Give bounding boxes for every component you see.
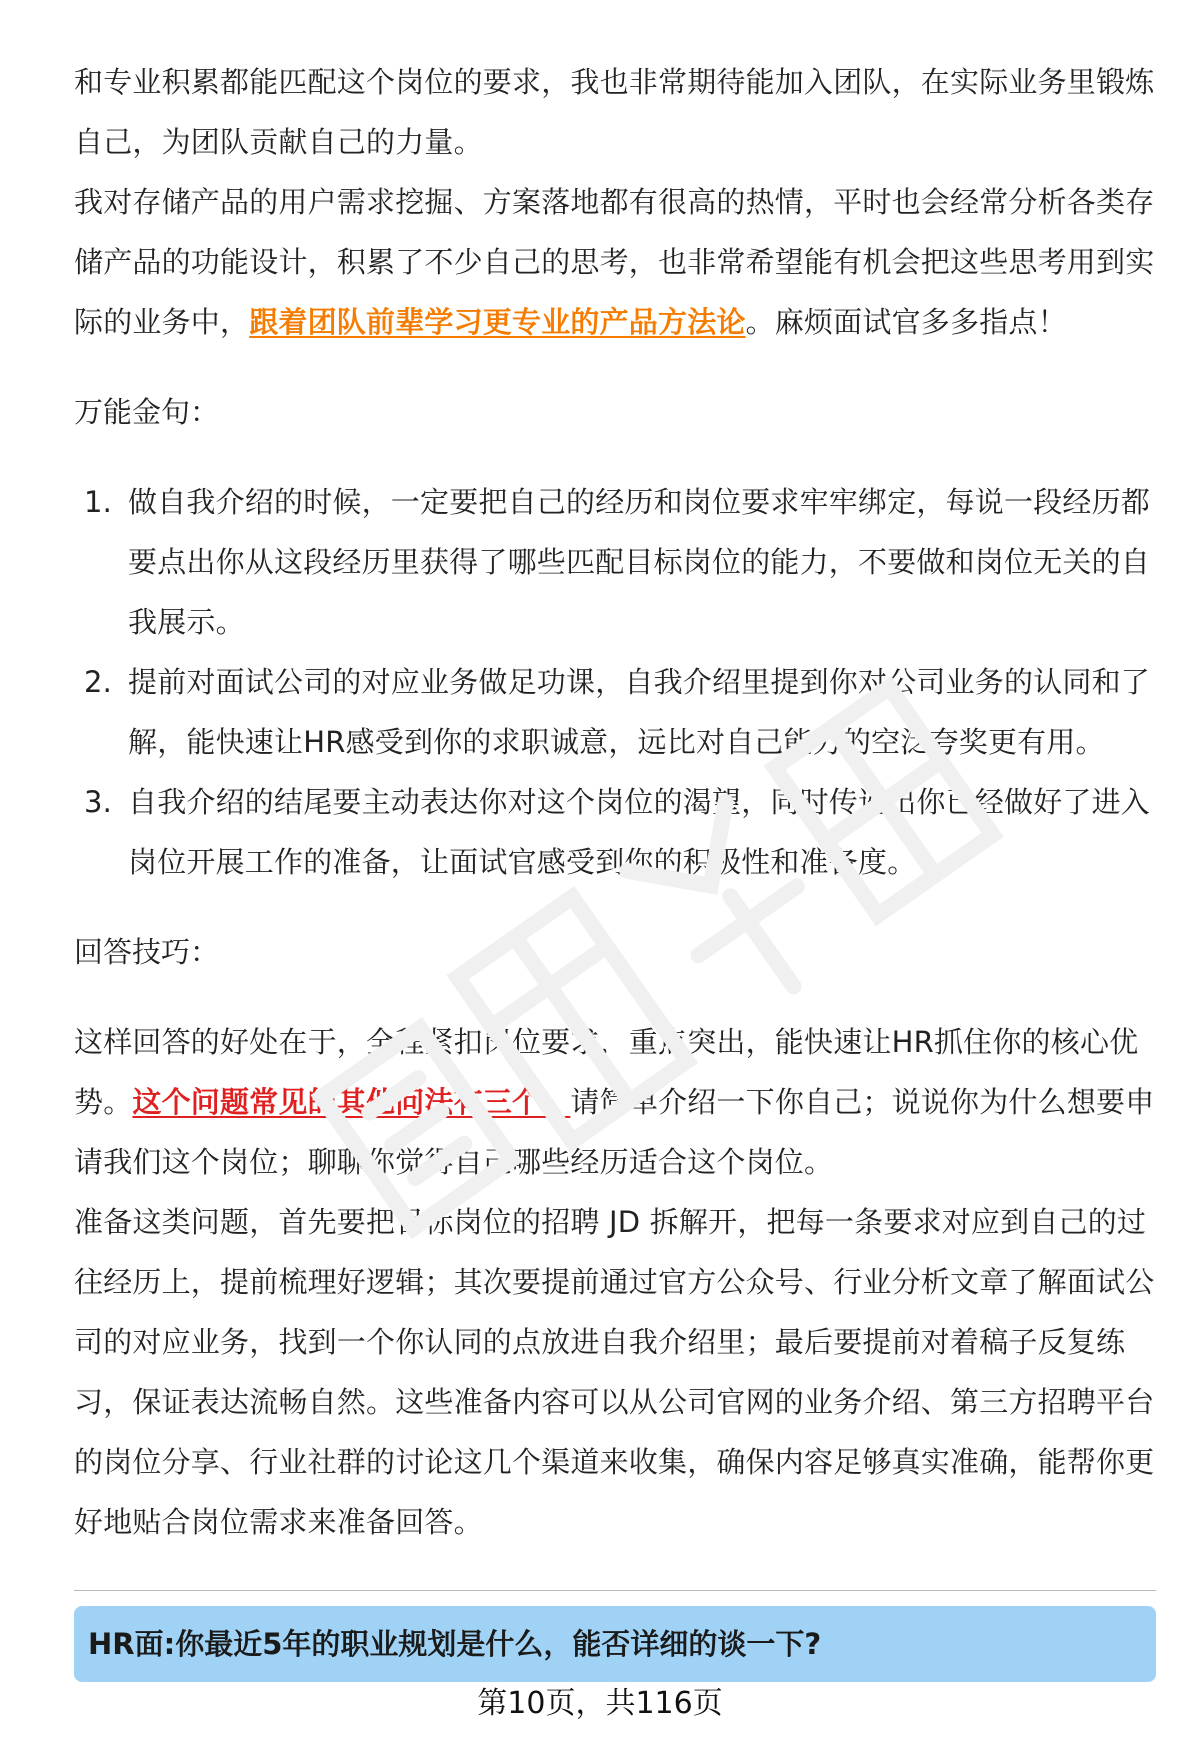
list-item-text: 自我介绍的结尾要主动表达你对这个岗位的渴望，同时传递出你已经做好了进入岗位开展工作的准备，让面试官感受到你的积极性和准备度。 xyxy=(128,785,1151,879)
answer-tips-text: 这样回答的好处在于，全程紧扣岗位要求，重点突出，能快速让HR抓住你的核心优势。 xyxy=(74,1025,1139,1119)
alt-questions-text: 请简单介绍一下你自己；说说你为什么想要申请我们这个岗位；聊聊你觉得自己哪些经历适合这个岗位。 xyxy=(74,1085,1155,1179)
section-divider xyxy=(74,1590,1156,1591)
list-item-text: 提前对面试公司的对应业务做足功课，自我介绍里提到你对公司业务的认同和了解，能快速让HR感受到你的求职诚意，远比对自己能力的空泛夸奖更有用。 xyxy=(128,665,1151,759)
list-item xyxy=(74,652,1164,772)
page-number: 第10页，共116页 xyxy=(477,1686,723,1721)
next-question-title: HR面:你最近5年的职业规划是什么，能否详细的谈一下? xyxy=(88,1627,822,1661)
passion-text-end: 。麻烦面试官多多指点！ xyxy=(745,305,1067,339)
passion-text: 我对存储产品的用户需求挖掘、方案落地都有很高的热情，平时也会经常分析各类存储产品的功能设计，积累了不少自己的思考，也非常希望能有机会把这些思考用到实际的业务中， xyxy=(74,185,1155,339)
list-item-number: 2. xyxy=(84,665,113,699)
answer-tips-paragraph-2: 准备这类问题，首先要把目标岗位的招聘 JD 拆解开，把每一条要求对应到自己的过往经历上，提前梳理好逻辑；其次要提前通过官方公众号、行业分析文章了解面试公司的对应业务，找到一个你认同的点放进自我介绍里；最后要提前对着稿子反复练习，保证表达流畅自然。这些准备内容可以从公司官网的业务介绍、第三方招聘平台的岗位分享、行业社群的讨论这几个渠道来收集，确保内容足够真实准确，能帮你更好地贴合岗位需求来准备回答。 xyxy=(74,1205,1155,1539)
list-item-number: 1. xyxy=(84,485,113,519)
next-question-box xyxy=(74,1606,1156,1682)
list-item xyxy=(74,772,1164,892)
document-body xyxy=(74,52,1164,1552)
alt-questions-highlight: 这个问题常见的其他问法有三个： xyxy=(132,1085,571,1119)
passion-paragraph xyxy=(74,172,1164,352)
list-item-number: 3. xyxy=(84,785,113,819)
list-item xyxy=(74,472,1164,652)
golden-sentences-heading: 万能金句： xyxy=(74,395,220,429)
golden-sentences-list xyxy=(74,472,1164,892)
passion-highlight: 跟着团队前辈学习更专业的产品方法论 xyxy=(249,305,746,339)
intro-paragraph-end: 和专业积累都能匹配这个岗位的要求，我也非常期待能加入团队，在实际业务里锻炼自己，为团队贡献自己的力量。 xyxy=(74,65,1155,159)
answer-tips-paragraph-1 xyxy=(74,1012,1164,1192)
answer-tips-heading: 回答技巧： xyxy=(74,935,220,969)
list-item-text: 做自我介绍的时候，一定要把自己的经历和岗位要求牢牢绑定，每说一段经历都要点出你从这段经历里获得了哪些匹配目标岗位的能力，不要做和岗位无关的自我展示。 xyxy=(128,485,1151,639)
